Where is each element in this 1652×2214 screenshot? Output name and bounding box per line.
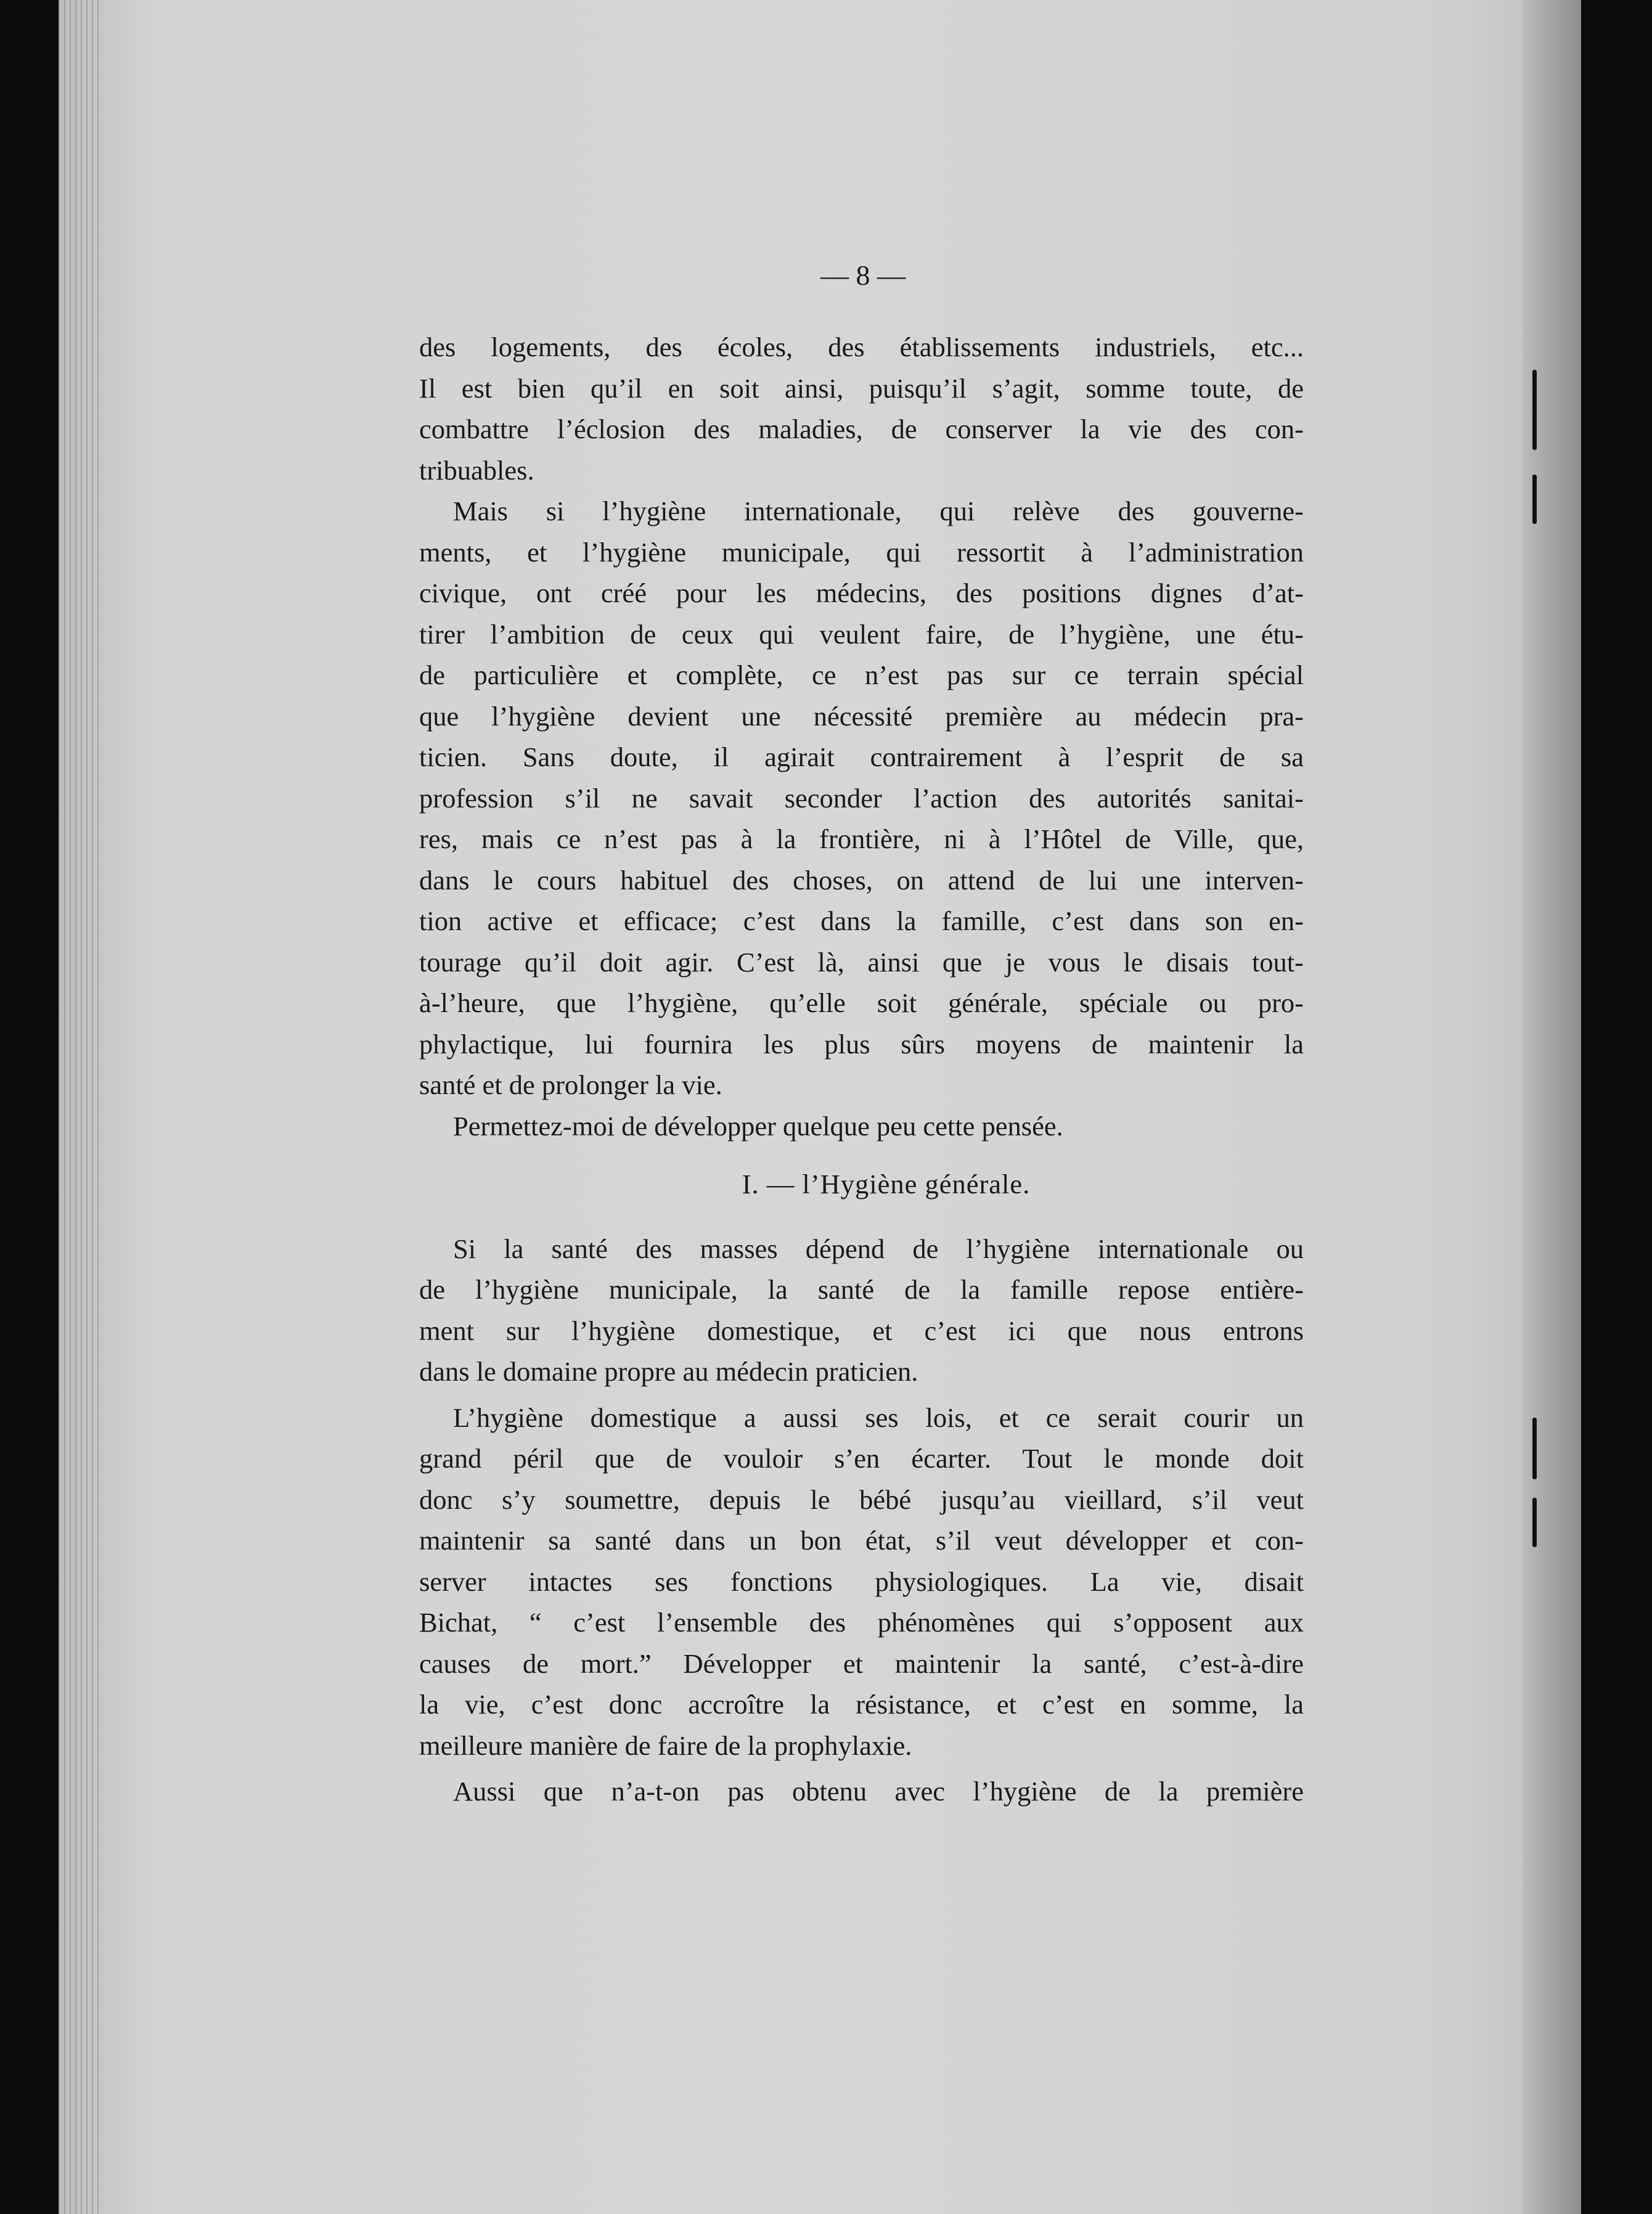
text-line: à-l’heure, que l’hygiène, qu’elle soit générale, spéciale ou pro-: [419, 987, 1304, 1018]
text-line: grand péril que de vouloir s’en écarter. Tout le monde doit: [419, 1443, 1304, 1474]
text-line: causes de mort.” Développer et maintenir la santé, c’est-à-dire: [419, 1648, 1304, 1679]
text-line: que l’hygiène devient une nécessité première au médecin pra-: [419, 700, 1304, 732]
text-line: server intactes ses fonctions physiologiques. La vie, disait: [419, 1566, 1304, 1597]
text-line: tion active et efficace; c’est dans la famille, c’est dans son en-: [419, 905, 1304, 936]
text-line: Permettez-moi de développer quelque peu cette pensée.: [453, 1110, 1063, 1142]
text-line: Bichat, “ c’est l’ensemble des phénomènes qui s’opposent aux: [419, 1607, 1304, 1638]
text-line: des logements, des écoles, des établissements industriels, etc...: [419, 332, 1304, 362]
page-edge-right: [1523, 0, 1581, 2214]
page-number: — 8 —: [820, 259, 906, 291]
text-line: tirer l’ambition de ceux qui veulent faire, de l’hygiène, une étu-: [419, 618, 1304, 650]
text-line: santé et de prolonger la vie.: [419, 1069, 722, 1100]
paragraph-4: [419, 1228, 1304, 1392]
text-line: de l’hygiène municipale, la santé de la famille repose entière-: [419, 1274, 1304, 1305]
text-line: Si la santé des masses dépend de l’hygiène internationale ou: [453, 1233, 1304, 1264]
text-line: Aussi que n’a-t-on pas obtenu avec l’hygiène de la première: [453, 1776, 1304, 1807]
binding-mark-4: [1532, 1498, 1537, 1547]
paragraph-2: [419, 491, 1304, 1106]
text-line: tribuables.: [419, 454, 534, 486]
text-line: Il est bien qu’il en soit ainsi, puisqu’il s’agit, somme toute, de: [419, 372, 1304, 404]
text-line: ticien. Sans doute, il agirait contrairement à l’esprit de sa: [419, 741, 1304, 772]
text-line: L’hygiène domestique a aussi ses lois, et ce serait courir un: [453, 1402, 1304, 1433]
binding-mark-2: [1532, 475, 1537, 524]
text-line: la vie, c’est donc accroître la résistance, et c’est en somme, la: [419, 1689, 1304, 1720]
text-line: civique, ont créé pour les médecins, des positions dignes d’at-: [419, 578, 1304, 608]
binding-mark-1: [1532, 370, 1537, 450]
body-text: [419, 259, 1304, 1812]
text-line: ment sur l’hygiène domestique, et c’est ici que nous entrons: [419, 1315, 1304, 1346]
page-edge-left: [59, 0, 102, 2214]
text-line: dans le domaine propre au médecin praticien.: [419, 1356, 918, 1387]
text-line: tourage qu’il doit agir. C’est là, ainsi que je vous le disais tout-: [419, 946, 1304, 978]
text-line: res, mais ce n’est pas à la frontière, ni à l’Hôtel de Ville, que,: [419, 823, 1304, 854]
text-line: combattre l’éclosion des maladies, de conserver la vie des con-: [419, 414, 1304, 444]
text-line: ments, et l’hygiène municipale, qui ressortit à l’administration: [419, 536, 1304, 568]
paragraph-3: [419, 1106, 1304, 1147]
text-line: profession s’il ne savait seconder l’action des autorités sanitai-: [419, 782, 1304, 814]
text-line: de particulière et complète, ce n’est pas sur ce terrain spécial: [419, 660, 1304, 690]
paragraph-6: [419, 1771, 1304, 1812]
paragraph-1: [419, 327, 1304, 491]
section-heading: I. — l’Hygiène générale.: [742, 1169, 1031, 1199]
text-line: dans le cours habituel des choses, on attend de lui une interven-: [419, 864, 1304, 896]
text-line: meilleure manière de faire de la prophylaxie.: [419, 1730, 912, 1761]
text-line: Mais si l’hygiène internationale, qui relève des gouverne-: [453, 496, 1304, 526]
text-line: phylactique, lui fournira les plus sûrs moyens de maintenir la: [419, 1028, 1304, 1060]
text-line: maintenir sa santé dans un bon état, s’il veut développer et con-: [419, 1525, 1304, 1556]
paragraph-5: [419, 1397, 1304, 1767]
binding-mark-3: [1532, 1418, 1537, 1479]
text-line: donc s’y soumettre, depuis le bébé jusqu’au vieillard, s’il veut: [419, 1484, 1304, 1515]
